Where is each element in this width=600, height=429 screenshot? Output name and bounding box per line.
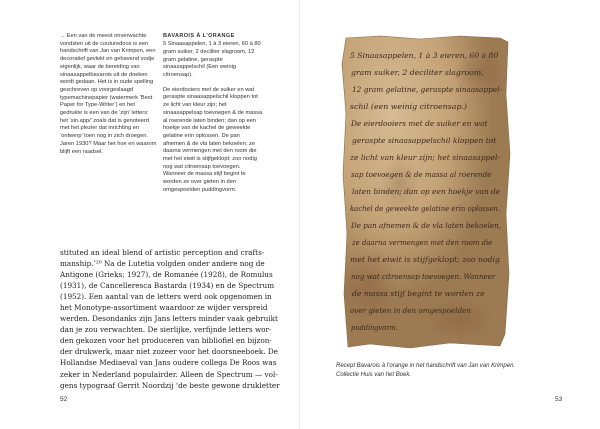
body-line: zeker in Nederland populairder. Alleen de Spectrum — vol- <box>60 369 278 379</box>
sidenote-text: Een van de meest onverwachte vondsten uit de couturedoos is een handschrift van Jan van Krimpen, een decoratief gevlekt en gehavend vodje eigenlijk, waar de bereiding van sinaasappelbavarois uit de doeken wordt gedaan. Het is in oude spelling geschreven op voorgeslaagd typemachinepapier (watermerk ‘Best Paper for Type-Writer’) en het gedrukte is een van de ‘zijn’ letters: het ‘sin.app/’ zoals dat is genoteerd met het plezier dat inrichting en ‘ontwerp’ toen nog in zich droegen. Jaren 1930? Maar het hoe en waarom blijft een raadsel. <box>60 33 157 155</box>
manuscript-image <box>340 34 512 350</box>
handwritten-line: puddingvorm. <box>351 323 398 332</box>
page-number-right: 53 <box>555 396 563 403</box>
handwritten-line: nog wat citroensap toevoegen. Wanneer <box>351 272 496 281</box>
handwritten-line: over gieten in den omgespoelden <box>350 306 472 315</box>
body-line: het Monotype-assortiment waardoor ze wijder verspreid <box>60 303 268 313</box>
body-line: (1931), de Cancelleresca Bastarda (1934) en de Spectrum <box>60 281 275 291</box>
handwritten-line: 12 gram gelatine, geraspte sinaasappel- <box>352 85 503 94</box>
body-line: der drukwerk, maar niet zozeer voor het doorsneeboek. De <box>60 347 278 357</box>
handwritten-line: kachel de geweekte gelatine erin oplossen. <box>350 204 500 213</box>
arrow-icon: → <box>60 33 66 39</box>
recipe-transcription <box>163 33 263 202</box>
body-line: werden. Desondanks zijn Jans letters minder vaak gebruikt <box>60 314 278 324</box>
body-line: gens typograaf Gerrit Noordzij ‘de beste gewone drukletter <box>60 380 280 390</box>
handwritten-line: 5 Sinaasappelen, 1 à 3 eieren, 60 à 80 <box>350 51 499 60</box>
handwritten-line: De pan afnemen & de vla laten bekoelen, <box>350 221 501 230</box>
handwritten-line: ze daarna vermengen met den room die <box>351 238 493 247</box>
body-line: Antigone (Grieks; 1927), de Romanée (1928), de Romulus <box>60 270 273 280</box>
page-number-left: 52 <box>60 396 68 403</box>
handwritten-line: ze licht van kleur zijn; het sinaasappel- <box>348 153 501 162</box>
body-line: den gekozen voor het produceren van bibliofiel en bijzon- <box>60 336 272 346</box>
image-caption: Recept Bavarois à l’orange in het handschrift van Jan van Krimpen. Collectie Huis van het Boek. <box>336 363 516 378</box>
handwritten-lines <box>349 51 503 332</box>
body-line: dan je zou verwachten. De sierlijke, verfijnde letters wor- <box>60 325 272 335</box>
body-line: manship.’²⁰ Na de Lutetia volgden onder andere nog de <box>60 259 265 269</box>
body-line: Hollandse Mediaeval van Jans oudere collega De Roos was <box>60 358 277 368</box>
body-text <box>60 247 280 391</box>
body-line: (1952). Een aantal van de letters werd ook opgenomen in <box>60 292 272 302</box>
handwritten-line: schil (een weinig citroensap.) <box>350 102 468 111</box>
handwritten-line: sap toevoegen & de massa al roerende <box>351 170 492 179</box>
handwritten-line: de massa stijf begint te worden ze <box>352 289 485 298</box>
recipe-ingredients: 5 Sinaasappelen, 1 à 3 eieren, 60 à 80 gram suiker, 2 deciliter slagroom, 12 gram gelatine, geraspte sinaasappelschil (Een weinig citroensap). <box>163 41 261 79</box>
handwritten-line: De eierdooiers met de suiker en wat <box>349 119 488 128</box>
handwritten-line: met het eiwit is stijfgeklopt; zoo nodig <box>350 255 501 264</box>
handwritten-line: gram suiker, 2 deciliter slagroom, <box>351 68 484 77</box>
recipe-method: De eierdooiers met de suiker en wat geraspte sinaasappelschil kloppen tot ze licht van kleur zijn; het sinaasappelsap toevoegen & de massa al roerende laten binden; dan op een hoekje van de kachel de geweekte gelatine erin oplossen. De pan afnemen & de vla laten bekoelen; ze daarna vermengen met den room die met het eiwit is stijfgeklopt; zoo nodig nog wat citroensap toevoegen. Wanneer de massa stijf begint te worden ze over gieten in den omgespoelden puddingvorm. <box>163 86 263 193</box>
manuscript-svg <box>340 34 512 350</box>
handwritten-line: geraspte sinaasappelschil kloppen tot <box>352 136 497 145</box>
body-line: stituted an ideal blend of artistic perception and crafts- <box>60 248 265 257</box>
recipe-title: BAVAROIS À L'ORANGE <box>163 33 235 39</box>
sidenote <box>60 33 158 156</box>
handwritten-line: laten binden; dan op een hoekje van de <box>352 187 501 196</box>
stain-spot <box>425 297 495 341</box>
